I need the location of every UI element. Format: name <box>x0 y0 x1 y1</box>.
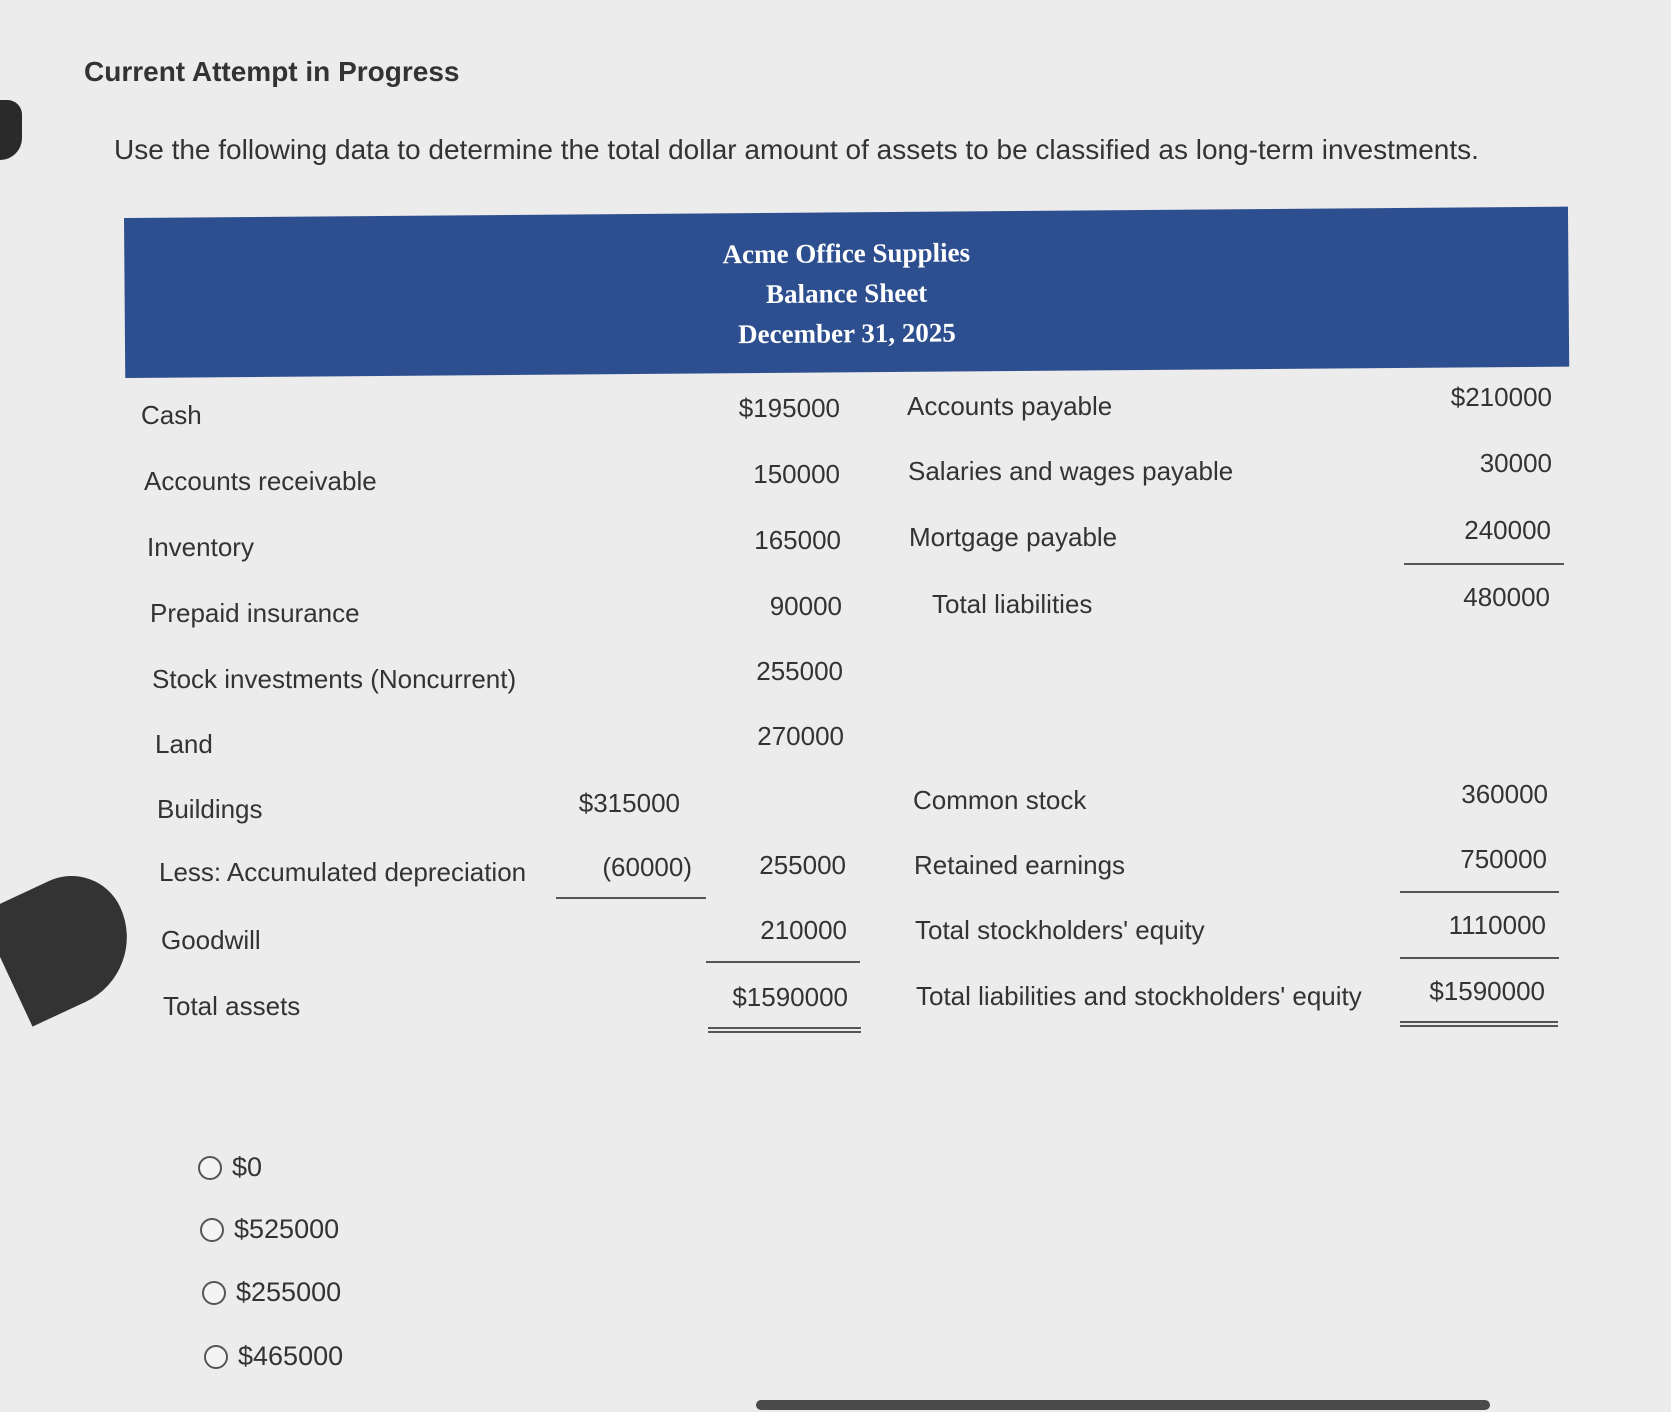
total-liabilities-amount: 480000 <box>1463 582 1550 612</box>
answer-option[interactable] <box>204 1341 343 1372</box>
double-rule <box>708 1027 861 1033</box>
radio-button[interactable] <box>202 1281 226 1305</box>
asset-label: Stock investments (Noncurrent) <box>152 664 517 694</box>
statement-date: December 31, 2025 <box>737 317 956 350</box>
asset-amount: 150000 <box>753 459 840 489</box>
radio-button[interactable] <box>204 1345 228 1369</box>
asset-label: Cash <box>141 400 202 430</box>
equity-label: Retained earnings <box>914 850 1126 880</box>
question-text: Use the following data to determine the total dollar amount of assets to be classified as long-term investments. <box>114 134 1479 165</box>
answer-option[interactable] <box>198 1152 262 1183</box>
answer-option[interactable] <box>202 1277 341 1308</box>
asset-amount: 90000 <box>769 591 842 621</box>
asset-label: Inventory <box>147 532 254 562</box>
liability-amount: 240000 <box>1464 515 1551 545</box>
buildings-cost: $315000 <box>578 788 680 818</box>
thumb-shadow <box>0 858 150 1026</box>
equity-amount: 360000 <box>1461 779 1548 809</box>
total-rule <box>706 961 860 963</box>
asset-amount: 210000 <box>760 915 847 945</box>
equity-label: Common stock <box>913 785 1087 815</box>
double-rule <box>1400 1021 1558 1027</box>
liability-label: Salaries and wages payable <box>908 456 1234 486</box>
radio-button[interactable] <box>200 1218 224 1242</box>
asset-label: Accounts receivable <box>144 466 377 496</box>
asset-label: Prepaid insurance <box>150 598 360 628</box>
option-label: $255000 <box>236 1277 342 1307</box>
option-label: $0 <box>232 1152 263 1182</box>
equity-rule <box>1400 891 1559 893</box>
horizontal-scrollbar[interactable] <box>756 1400 1490 1410</box>
asset-amount: 255000 <box>759 850 846 880</box>
asset-amount: 255000 <box>756 656 843 686</box>
page-title: Current Attempt in Progress <box>84 56 460 87</box>
equity-total-rule <box>1400 957 1559 959</box>
liability-label: Accounts payable <box>907 391 1113 421</box>
equity-label: Total stockholders' equity <box>915 915 1205 945</box>
total-liabilities-equity-amount: $1590000 <box>1429 976 1545 1006</box>
statement-name: Balance Sheet <box>765 277 928 309</box>
liabilities-rule <box>1404 563 1564 565</box>
liability-amount: 30000 <box>1479 448 1552 478</box>
asset-label: Less: Accumulated depreciation <box>159 857 527 887</box>
asset-amount: 165000 <box>754 525 841 555</box>
asset-label: Goodwill <box>161 925 261 955</box>
asset-amount: $195000 <box>738 393 840 423</box>
asset-label: Land <box>155 729 213 759</box>
total-liabilities-equity-label: Total liabilities and stockholders' equity <box>916 981 1362 1011</box>
equity-amount: 750000 <box>1460 844 1547 874</box>
total-liabilities-label: Total liabilities <box>932 589 1093 619</box>
total-assets-amount: $1590000 <box>732 982 848 1012</box>
asset-label: Buildings <box>157 794 263 824</box>
subtotal-rule <box>556 897 706 899</box>
company-name: Acme Office Supplies <box>722 237 971 270</box>
answer-option[interactable] <box>200 1214 339 1245</box>
option-label: $525000 <box>234 1214 340 1244</box>
finger-shadow <box>0 100 22 160</box>
total-equity-amount: 1110000 <box>1448 910 1546 940</box>
asset-label: Total assets <box>163 991 301 1021</box>
liability-label: Mortgage payable <box>909 522 1118 552</box>
balance-sheet-header <box>124 207 1569 378</box>
radio-button[interactable] <box>198 1156 222 1180</box>
asset-amount: 270000 <box>757 721 844 751</box>
option-label: $465000 <box>238 1341 344 1371</box>
accumulated-depreciation: (60000) <box>602 852 692 882</box>
liability-amount: $210000 <box>1450 382 1552 412</box>
